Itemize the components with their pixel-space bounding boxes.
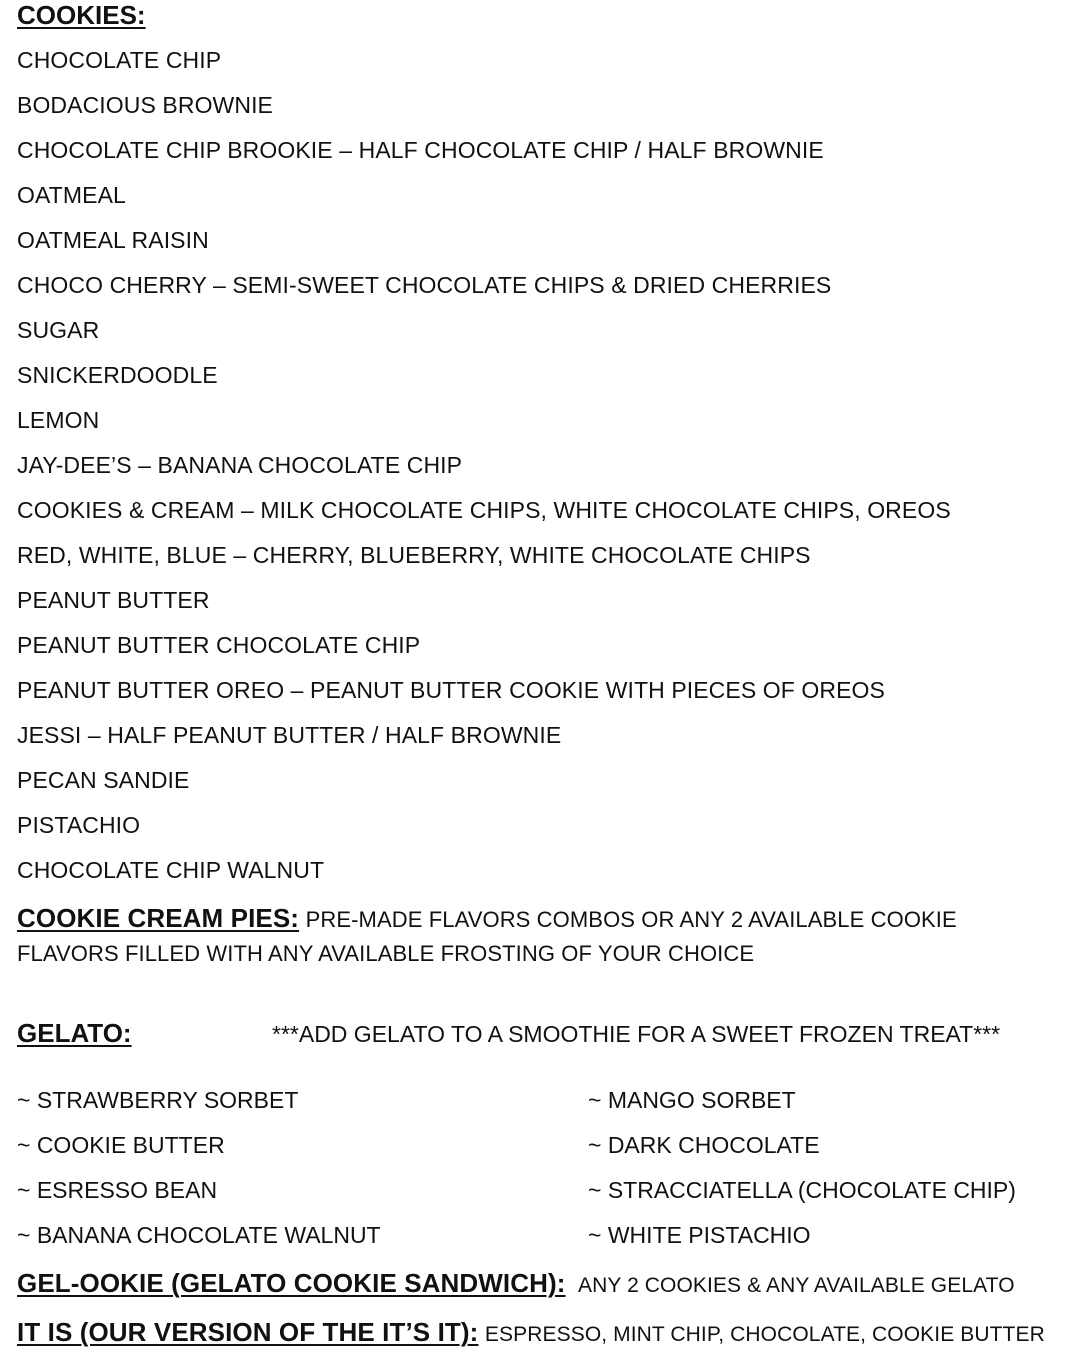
list-item: PECAN SANDIE: [17, 767, 190, 793]
list-item: OATMEAL: [17, 182, 126, 208]
list-item: ~ ESRESSO BEAN: [17, 1177, 218, 1203]
gelato-note: ***ADD GELATO TO A SMOOTHIE FOR A SWEET FROZEN TREAT***: [272, 1021, 1001, 1047]
list-item: CHOCOLATE CHIP: [17, 47, 222, 73]
list-item: JESSI – HALF PEANUT BUTTER / HALF BROWNIE: [17, 722, 562, 748]
cookies-heading: COOKIES:: [17, 0, 146, 30]
list-item: JAY-DEE’S – BANANA CHOCOLATE CHIP: [17, 452, 463, 478]
gel-ookie-line: [17, 1268, 1015, 1299]
list-item: ~ STRAWBERRY SORBET: [17, 1087, 299, 1113]
it-is-text: ESPRESSO, MINT CHIP, CHOCOLATE, COOKIE BUTTER: [484, 1323, 1045, 1346]
cream-pies-heading: COOKIE CREAM PIES:: [17, 903, 300, 933]
list-item: LEMON: [17, 407, 100, 433]
list-item: PISTACHIO: [17, 812, 141, 838]
it-is-line: [17, 1317, 1045, 1348]
list-item: PEANUT BUTTER CHOCOLATE CHIP: [17, 632, 421, 658]
cream-pies-line-1: [17, 903, 957, 934]
list-item: ~ MANGO SORBET: [588, 1087, 796, 1113]
list-item: COOKIES & CREAM – MILK CHOCOLATE CHIPS, WHITE CHOCOLATE CHIPS, OREOS: [17, 497, 951, 523]
cream-pies-text-1: PRE-MADE FLAVORS COMBOS OR ANY 2 AVAILABLE COOKIE: [305, 907, 957, 932]
list-item: CHOCOLATE CHIP BROOKIE – HALF CHOCOLATE CHIP / HALF BROWNIE: [17, 137, 824, 163]
cream-pies-text-2: FLAVORS FILLED WITH ANY AVAILABLE FROSTING OF YOUR CHOICE: [17, 941, 755, 966]
list-item: ~ BANANA CHOCOLATE WALNUT: [17, 1222, 381, 1248]
list-item: ~ DARK CHOCOLATE: [588, 1132, 820, 1158]
list-item: PEANUT BUTTER: [17, 587, 210, 613]
list-item: SNICKERDOODLE: [17, 362, 218, 388]
list-item: OATMEAL RAISIN: [17, 227, 209, 253]
gel-ookie-heading: GEL-OOKIE (GELATO COOKIE SANDWICH):: [17, 1268, 566, 1298]
list-item: ~ WHITE PISTACHIO: [588, 1222, 811, 1248]
list-item: RED, WHITE, BLUE – CHERRY, BLUEBERRY, WHITE CHOCOLATE CHIPS: [17, 542, 811, 568]
list-item: ~ COOKIE BUTTER: [17, 1132, 225, 1158]
list-item: SUGAR: [17, 317, 100, 343]
gelato-heading: GELATO:: [17, 1018, 132, 1048]
list-item: ~ STRACCIATELLA (CHOCOLATE CHIP): [588, 1177, 1016, 1203]
it-is-heading: IT IS (OUR VERSION OF THE IT’S IT):: [17, 1317, 479, 1347]
list-item: CHOCOLATE CHIP WALNUT: [17, 857, 325, 883]
gel-ookie-text: ANY 2 COOKIES & ANY AVAILABLE GELATO: [578, 1274, 1015, 1297]
list-item: PEANUT BUTTER OREO – PEANUT BUTTER COOKIE WITH PIECES OF OREOS: [17, 677, 885, 703]
list-item: BODACIOUS BROWNIE: [17, 92, 274, 118]
list-item: CHOCO CHERRY – SEMI-SWEET CHOCOLATE CHIPS & DRIED CHERRIES: [17, 272, 832, 298]
